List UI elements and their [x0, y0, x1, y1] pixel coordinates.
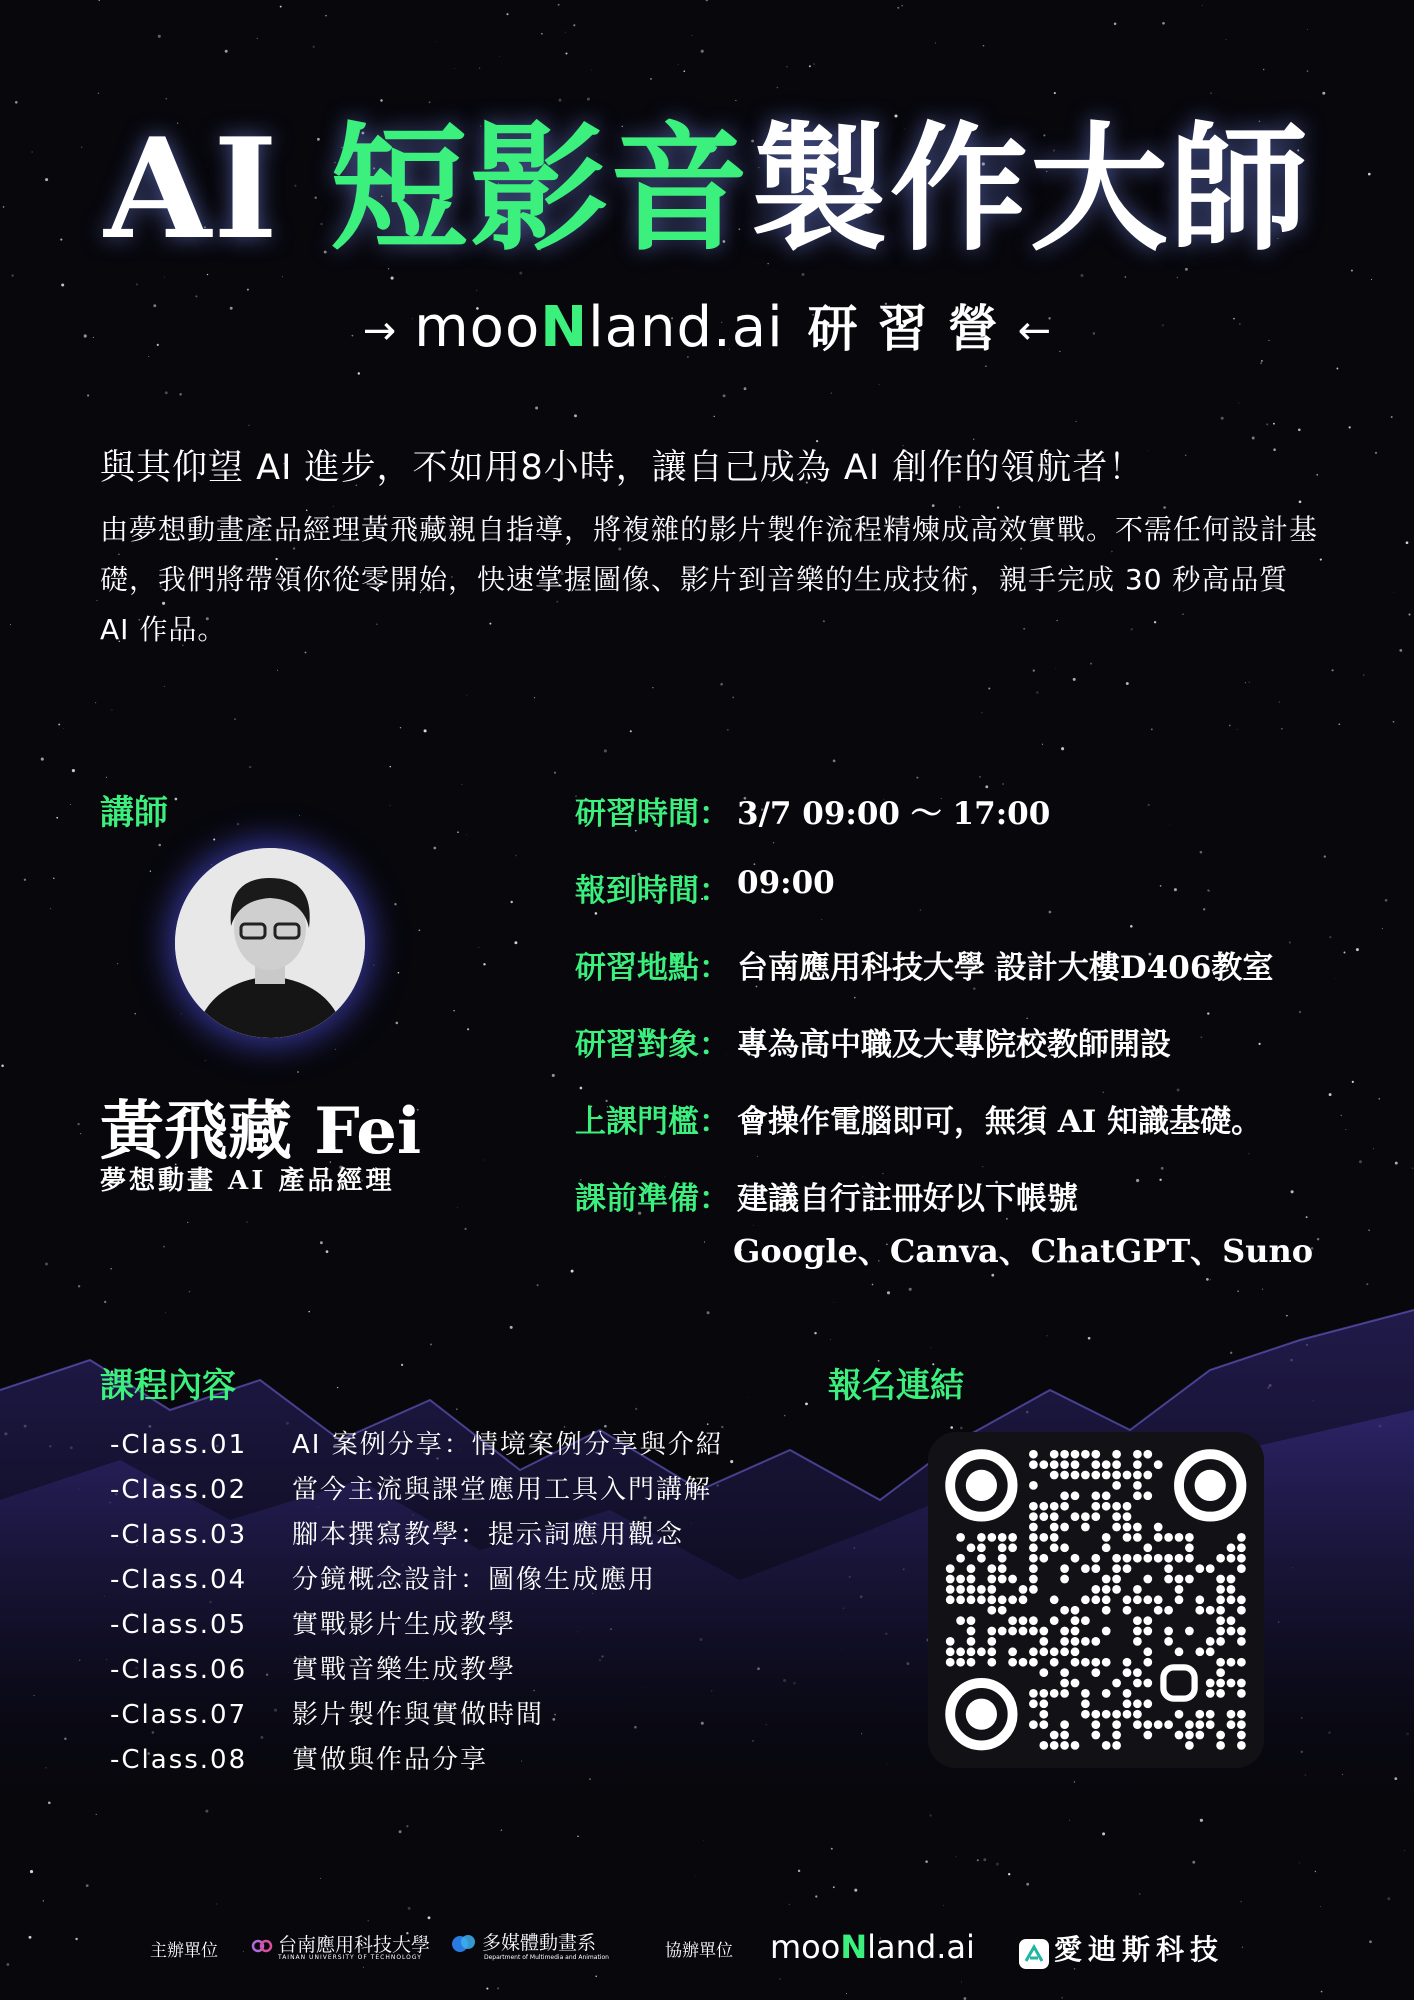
moonland-logo: mooNland.ai: [770, 1928, 975, 1966]
lecturer-name: 黃飛藏 Fei: [100, 1094, 422, 1169]
ideas-logo-icon: [1018, 1938, 1050, 1970]
course-list: [110, 1424, 724, 1784]
intro-body: 由夢想動畫產品經理黃飛藏親自指導，將複雜的影片製作流程精煉成高效實戰。不需任何設計基礎，我們將帶領你從零開始，快速掌握圖像、影片到音樂的生成技術，親手完成 30 秒高品質 AI 作品。: [100, 513, 1319, 646]
qr-code[interactable]: [928, 1432, 1264, 1768]
footer: [0, 1928, 1414, 1968]
arrow-left-icon: ←: [1017, 307, 1052, 354]
registration-label: 報名連結: [828, 1366, 964, 1406]
list-item: -Class.01 AI 案例分享：情境案例分享與介紹: [110, 1430, 724, 1460]
preparation-accounts: Google、Canva、ChatGPT、Suno: [733, 1232, 1314, 1270]
lecturer-title: 夢想動畫 AI 產品經理: [100, 1166, 395, 1196]
lecturer-label: 講師: [100, 793, 168, 833]
ideas-logo: 愛迪斯科技: [1018, 1928, 1224, 1970]
org-dma-logo: 多媒體動畫系 Department of Multimedia and Animation: [450, 1928, 596, 1958]
organizer-label: 主辦單位: [150, 1941, 218, 1961]
info-row-time: 研習時間： 3/7 09:00 〜 17:00: [575, 796, 1051, 832]
list-item: -Class.06 實戰音樂生成教學: [110, 1655, 517, 1685]
info-row-location: 研習地點： 台南應用科技大學 設計大樓D406教室: [575, 950, 1274, 986]
info-row-checkin: 報到時間： 09:00: [575, 865, 835, 909]
avatar: [175, 848, 365, 1038]
list-item: -Class.05 實戰影片生成教學: [110, 1610, 517, 1640]
org-tut-logo: 台南應用科技大學 TAINAN UNIVERSITY OF TECHNOLOGY: [250, 1930, 430, 1958]
tut-logo-icon: [250, 1934, 274, 1958]
co-organizer-label: 協辦單位: [665, 1941, 733, 1961]
info-list: [575, 788, 1314, 1270]
info-row-requirement: 上課門檻： 會操作電腦即可，無須 AI 知識基礎。: [575, 1104, 1263, 1140]
list-item: -Class.08 實做與作品分享: [110, 1745, 489, 1775]
info-row-audience: 研習對象： 專為高中職及大專院校教師開設: [575, 1027, 1171, 1063]
brand-logo-text: mooNland.ai: [414, 295, 784, 360]
poster-subtitle: [0, 295, 1414, 360]
poster-title: AI 短影音製作大師: [104, 107, 1310, 270]
info-row-preparation: 課前準備： 建議自行註冊好以下帳號 Google、Canva、ChatGPT、Suno: [575, 1181, 1314, 1270]
list-item: -Class.04 分鏡概念設計：圖像生成應用: [110, 1565, 657, 1595]
arrow-right-icon: →: [362, 307, 397, 354]
list-item: -Class.02 當今主流與課堂應用工具入門講解: [110, 1475, 713, 1505]
list-item: -Class.07 影片製作與實做時間: [110, 1700, 545, 1730]
course-label: 課程內容: [100, 1366, 236, 1406]
title-accent: 短影音: [329, 107, 750, 270]
camp-label: 研習營: [807, 299, 1018, 358]
list-item: -Class.03 腳本撰寫教學：提示詞應用觀念: [110, 1520, 685, 1550]
dma-logo-icon: [450, 1930, 478, 1958]
intro-headline: 與其仰望 AI 進步，不如用8小時，讓自己成為 AI 創作的領航者！: [100, 448, 1145, 488]
